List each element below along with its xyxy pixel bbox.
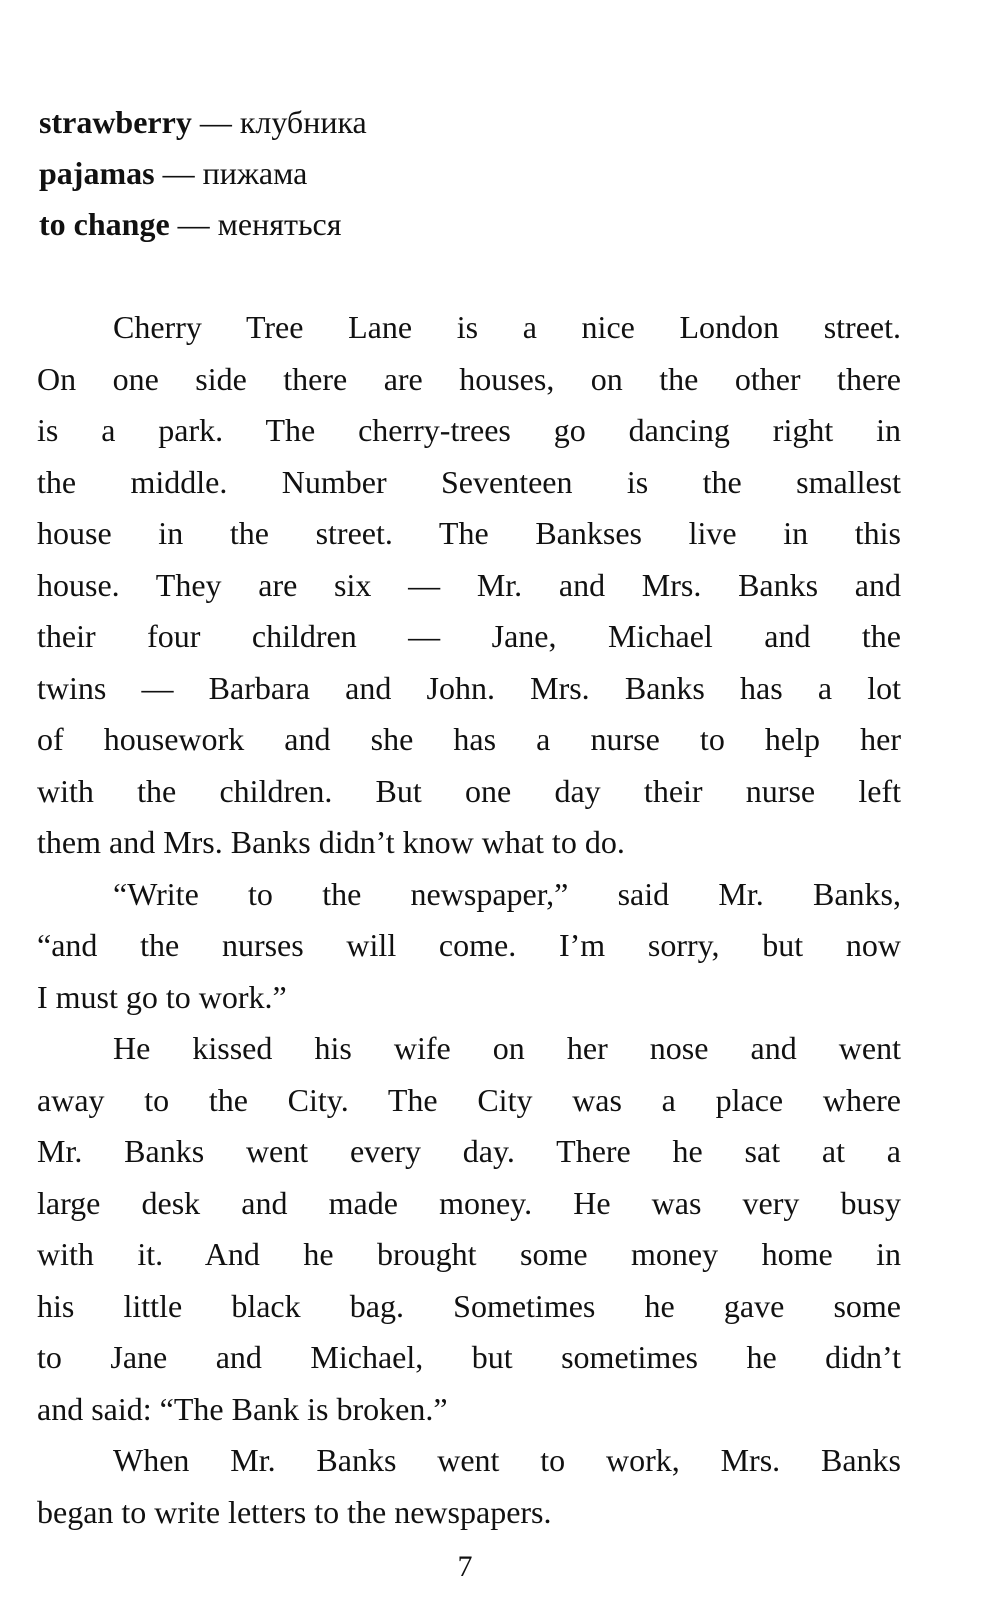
vocab-dash: —	[177, 206, 210, 242]
vocab-dash: —	[162, 155, 195, 191]
text-line: the middle. Number Seventeen is the smallest	[37, 463, 901, 500]
text-line: house. They are six — Mr. and Mrs. Banks and	[37, 566, 901, 603]
vocab-translation: клубника	[239, 104, 367, 140]
text-line: to Jane and Michael, but sometimes he didn’t	[37, 1339, 901, 1375]
vocab-translation: меняться	[217, 206, 342, 242]
text-line: of housework and she has a nurse to help her	[37, 721, 901, 757]
text-line: twins — Barbara and John. Mrs. Banks has a lot	[37, 669, 901, 706]
text-line: Cherry Tree Lane is a nice London street.	[113, 309, 901, 345]
vocab-entry	[39, 199, 367, 250]
text-line: house in the street. The Bankses live in this	[37, 515, 901, 551]
text-line: “and the nurses will come. I’m sorry, but now	[37, 927, 901, 963]
text-line: Mr. Banks went every day. There he sat at a	[37, 1133, 901, 1169]
vocab-entry	[39, 97, 367, 148]
vocab-term: pajamas	[39, 155, 155, 191]
story-text	[37, 302, 901, 1538]
vocab-dash: —	[199, 104, 232, 140]
text-line: He kissed his wife on her nose and went	[113, 1030, 901, 1066]
text-line: with the children. But one day their nurse left	[37, 772, 901, 809]
vocab-term: to change	[39, 206, 170, 242]
text-line: “Write to the newspaper,” said Mr. Banks,	[113, 875, 901, 912]
text-line: and said: “The Bank is broken.”	[37, 1390, 448, 1427]
text-line: When Mr. Banks went to work, Mrs. Banks	[113, 1442, 901, 1478]
vocab-term: strawberry	[39, 104, 192, 140]
text-line: with it. And he brought some money home in	[37, 1236, 901, 1272]
text-line: began to write letters to the newspapers.	[37, 1493, 552, 1530]
text-line: I must go to work.”	[37, 978, 287, 1015]
text-line: large desk and made money. He was very busy	[37, 1184, 901, 1221]
text-line: their four children — Jane, Michael and the	[37, 618, 901, 654]
vocab-translation: пижама	[202, 155, 308, 191]
vocabulary-list	[39, 97, 367, 250]
text-line: On one side there are houses, on the other there	[37, 360, 901, 397]
vocab-entry	[39, 148, 367, 199]
text-line: is a park. The cherry-trees go dancing right in	[37, 412, 901, 448]
text-line: away to the City. The City was a place where	[37, 1081, 901, 1118]
text-line: them and Mrs. Banks didn’t know what to do.	[37, 824, 625, 860]
text-line: his little black bag. Sometimes he gave some	[37, 1287, 901, 1324]
page-number: 7	[457, 1550, 473, 1583]
